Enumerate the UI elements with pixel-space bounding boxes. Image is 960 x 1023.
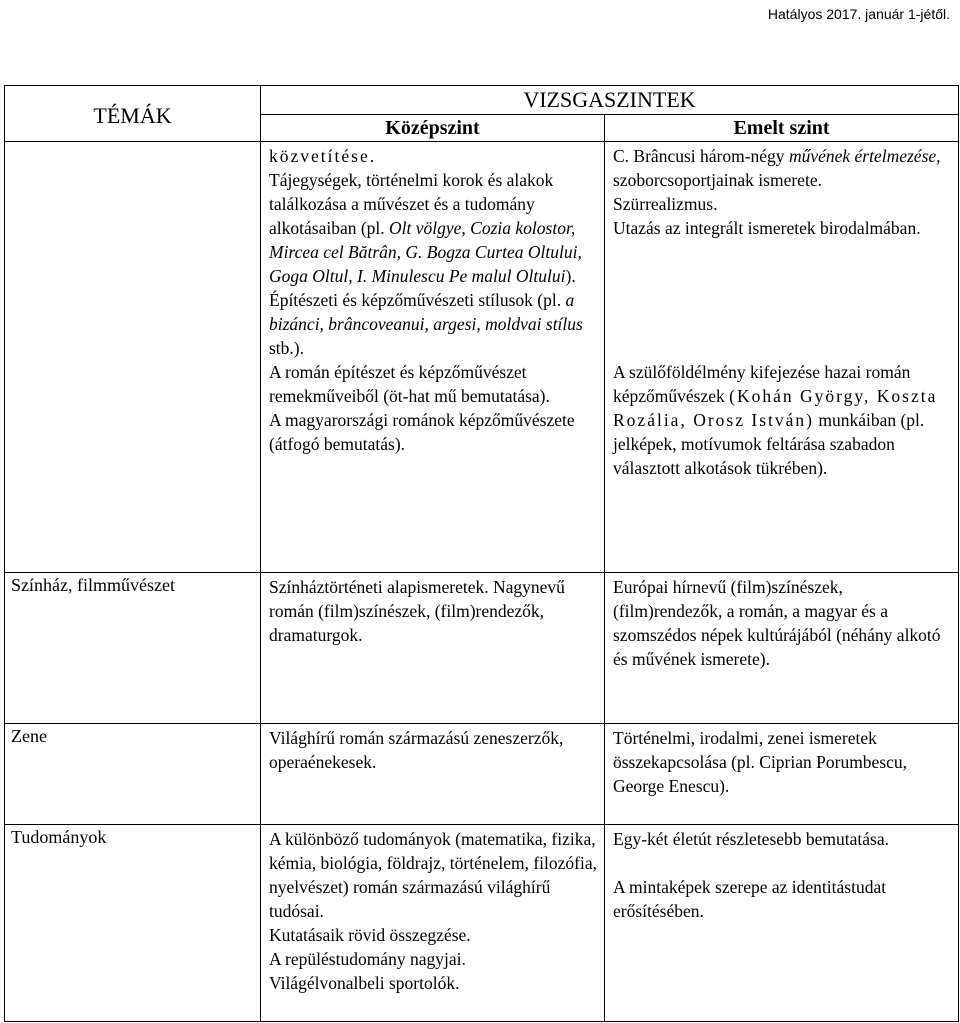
mid-level-cell: Színháztörténeti alapismeretek. Nagynevű román (film)színészek, (film)rendezők, dramaturgok. [261,573,605,724]
high-text: A szülőföldélmény kifejezése hazai román képzőművészek (Kohán György, Koszta Rozália, Orosz István) munkáiban (pl. jelképek, motívumok feltárása szabadon választott alkotások tükrében). [613,362,938,478]
topic-cell [5,142,261,573]
table-row [5,724,959,825]
high-level-header: Emelt szint [605,115,959,142]
table-row [5,573,959,724]
mid-text: közvetítése. [269,146,377,166]
high-level-cell [605,825,959,1022]
mid-level-cell [261,142,605,573]
mid-text: Tájegységek, történelmi korok és alakok találkozása a művészet és a tudomány alkotásaiban (pl. Olt völgye, Cozia kolostor, Mircea cel Bătrân, G. Bogza Curtea Oltului, Goga Oltul, I. Minulescu Pe malul Oltului). Építészeti és képzőművészeti stílusok (pl. a bizánci, brâncoveanui, argesi, moldvai stílus stb.). [269,170,583,358]
mid-text: A különböző tudományok (matematika, fizika, kémia, biológia, földrajz, történelem, filozófia, nyelvészet) román származású világhírű tudósai. [269,829,598,921]
high-text: A mintaképek szerepe az identitástudat erősítésében. [613,877,887,921]
high-text: Szürrealizmus. [613,194,718,214]
mid-text: Világélvonalbeli sportolók. [269,973,460,993]
themes-header: TÉMÁK [5,86,261,142]
high-text: Utazás az integrált ismeretek birodalmában. [613,218,921,238]
mid-level-header: Középszint [261,115,605,142]
mid-level-cell [261,825,605,1022]
exam-levels-header: VIZSGASZINTEK [261,86,959,115]
high-level-cell: Európai hírnevű (film)színészek, (film)rendezők, a román, a magyar és a szomszédos népek kultúrájából (néhány alkotó és művének ismerete). [605,573,959,724]
mid-text: Kutatásaik rövid összegzése. [269,925,471,945]
high-level-cell: Történelmi, irodalmi, zenei ismeretek összekapcsolása (pl. Ciprian Porumbescu, George Enescu). [605,724,959,825]
high-text: C. Brâncusi három-négy művének értelmezése, szoborcsoportjainak ismerete. [613,146,941,190]
effective-date-note: Hatályos 2017. január 1-jétől. [767,6,950,22]
mid-text: A román építészet és képzőművészet remekműveiből (öt-hat mű bemutatása). [269,362,550,406]
topic-cell: Tudományok [5,825,261,1022]
exam-topics-table [4,85,959,1022]
mid-level-cell: Világhírű román származású zeneszerzők, operaénekesek. [261,724,605,825]
high-level-cell [605,142,959,573]
mid-text: A magyarországi románok képzőművészete (átfogó bemutatás). [269,410,575,454]
mid-text: A repüléstudomány nagyjai. [269,949,466,969]
table-row [5,142,959,573]
topic-cell: Színház, filmművészet [5,573,261,724]
high-text: Egy-két életút részletesebb bemutatása. [613,829,889,849]
topic-cell: Zene [5,724,261,825]
table-row [5,825,959,1022]
